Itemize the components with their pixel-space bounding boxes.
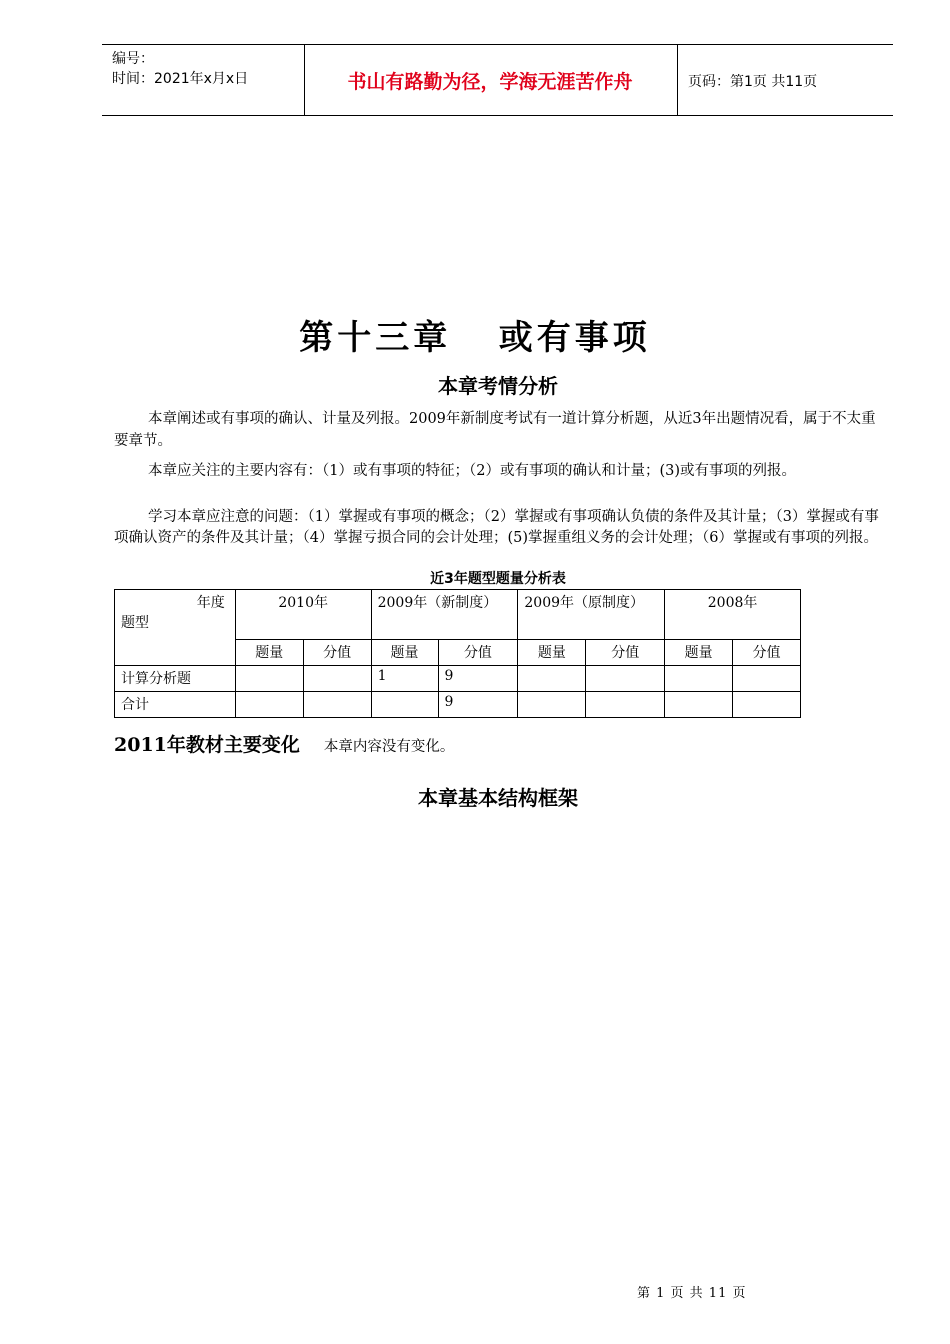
paragraph [114, 460, 882, 482]
row-label: 合计 [115, 692, 236, 718]
question-analysis-table [114, 589, 801, 718]
paragraph [114, 507, 882, 549]
header-divider [677, 45, 678, 115]
sub-header: 分值 [438, 640, 518, 666]
table-cell [303, 666, 371, 692]
year-header: 2009年（新制度） [371, 590, 518, 640]
sub-header: 分值 [303, 640, 371, 666]
paragraph-text: 学习本章应注意的问题：（1）掌握或有事项的概念；（2）掌握或有事项确认负债的条件及其计量；（3）掌握或有事项确认资产的条件及其计量；（4）掌握亏损合同的会计处理；(5)掌握重组义务的会计处理；（6）掌握或有事项的列报。 [114, 509, 879, 546]
header-meta [112, 49, 248, 89]
framework-title: 本章基本结构框架 [418, 786, 578, 810]
table-cell [518, 666, 586, 692]
table-cell [235, 692, 303, 718]
paragraph-text: 本章阐述或有事项的确认、计量及列报。2009年新制度考试有一道计算分析题，从近3年出题情况看，属于不太重要章节。 [114, 411, 876, 449]
year-header: 2008年 [665, 590, 801, 640]
textbook-change-text: 本章内容没有变化。 [323, 739, 455, 755]
table-cell [733, 666, 801, 692]
row-label: 计算分析题 [115, 666, 236, 692]
header-page-info: 页码：第1页 共11页 [688, 74, 818, 90]
exam-analysis-title: 本章考情分析 [438, 374, 558, 398]
header-motto: 书山有路勤为径，学海无涯苦作舟 [347, 71, 633, 93]
sub-header: 题量 [371, 640, 438, 666]
sub-header: 题量 [518, 640, 586, 666]
table-row [115, 666, 801, 692]
page-footer: 第 1 页 共 11 页 [637, 1286, 747, 1301]
table-cell [235, 666, 303, 692]
table-title: 近3年题型题量分析表 [430, 571, 566, 587]
page-header [102, 44, 893, 116]
table-cell: 9 [438, 692, 518, 718]
table-cell [665, 666, 733, 692]
sub-header: 分值 [733, 640, 801, 666]
table-cell [586, 666, 665, 692]
year-header: 2009年（原制度） [518, 590, 665, 640]
textbook-change-label: 2011年教材主要变化 [114, 734, 300, 756]
corner-type-label: 题型 [121, 615, 149, 631]
textbook-change [114, 730, 454, 757]
table-row [115, 692, 801, 718]
year-header: 2010年 [235, 590, 371, 640]
table-cell [665, 692, 733, 718]
table-cell: 9 [438, 666, 518, 692]
sub-header: 分值 [586, 640, 665, 666]
table-cell [303, 692, 371, 718]
sub-header: 题量 [235, 640, 303, 666]
table-cell [733, 692, 801, 718]
table-header-row [115, 590, 801, 640]
table-cell: 1 [371, 666, 438, 692]
table-corner-cell [115, 590, 236, 666]
chapter-title: 第十三章 或有事项 [299, 318, 651, 358]
table-cell [586, 692, 665, 718]
sub-header: 题量 [665, 640, 733, 666]
table-cell [518, 692, 586, 718]
number-label: 编号： [112, 51, 154, 67]
corner-year-label: 年度 [196, 595, 225, 611]
date-label: 时间：2021年x月x日 [112, 71, 249, 87]
paragraph [114, 408, 882, 452]
table-cell [371, 692, 438, 718]
paragraph-text: 本章应关注的主要内容有：（1）或有事项的特征；（2）或有事项的确认和计量；(3)或有事项的列报。 [148, 463, 796, 479]
